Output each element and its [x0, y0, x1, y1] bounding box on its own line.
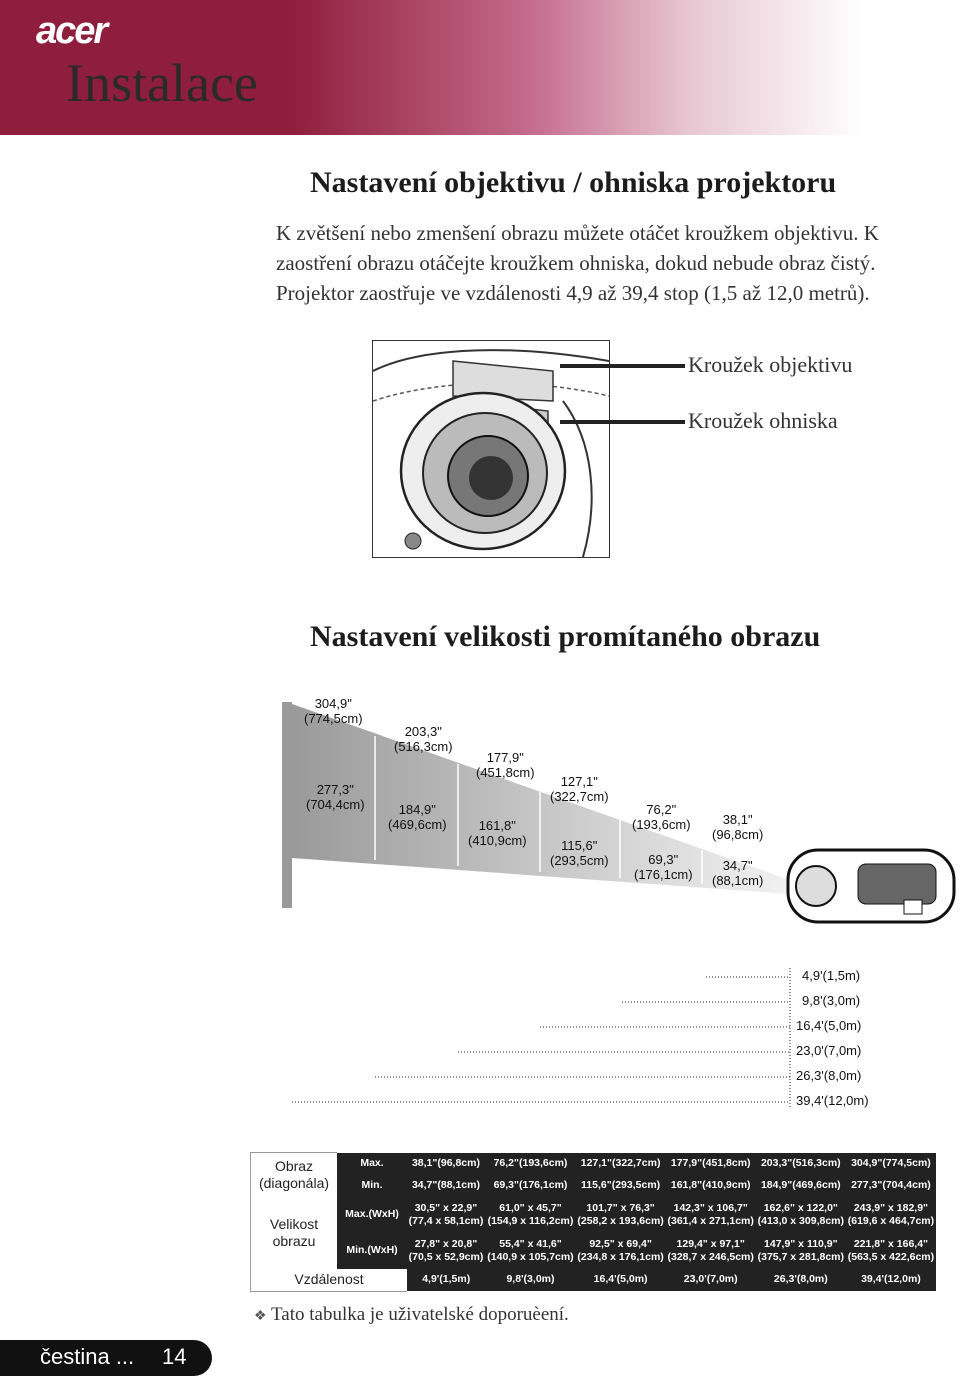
- table-cell: 147,9" x 110,9" (375,7 x 281,8cm): [756, 1233, 846, 1269]
- screen-min-label: 34,7" (88,1cm): [712, 858, 764, 888]
- table-cell: 30,5" x 22,9" (77,4 x 58,1cm): [407, 1197, 485, 1233]
- sub-label: Min.(WxH): [337, 1233, 407, 1269]
- distance-label: 9,8'(3,0m): [802, 993, 861, 1008]
- table-cell: 243,9" x 182,9" (619,6 x 464,7cm): [846, 1197, 936, 1233]
- sub-label: Max.: [337, 1153, 407, 1175]
- recommendation-note: ❖ Tato tabulka je uživatelské doporuèení.: [254, 1304, 569, 1325]
- table-cell: 27,8" x 20,8" (70,5 x 52,9cm): [407, 1233, 485, 1269]
- table-cell: 39,4'(12,0m): [846, 1269, 936, 1292]
- row-label-distance: Vzdálenost: [251, 1269, 408, 1292]
- table-cell: 61,0" x 45,7" (154,9 x 116,2cm): [485, 1197, 575, 1233]
- diamond-bullet-icon: ❖: [254, 1309, 267, 1324]
- distance-label: 16,4'(5,0m): [796, 1018, 862, 1033]
- table-cell: 76,2"(193,6cm): [485, 1153, 575, 1175]
- screen-max-label: 38,1" (96,8cm): [712, 812, 764, 842]
- table-cell: 69,3"(176,1cm): [485, 1175, 575, 1197]
- table-cell: 101,7" x 76,3" (258,2 x 193,6cm): [576, 1197, 666, 1233]
- lens-section-title: Nastavení objektivu / ohniska projektoru: [310, 166, 837, 199]
- table-cell: 184,9"(469,6cm): [756, 1175, 846, 1197]
- acer-logo: acer: [36, 10, 107, 52]
- screen-max-label: 177,9" (451,8cm): [476, 750, 535, 780]
- sub-label: Max.(WxH): [337, 1197, 407, 1233]
- table-cell: 304,9"(774,5cm): [846, 1153, 936, 1175]
- table-cell: 92,5" x 69,4" (234,8 x 176,1cm): [576, 1233, 666, 1269]
- distance-label: 39,4'(12,0m): [796, 1093, 869, 1108]
- page-number: 14: [162, 1344, 187, 1369]
- distance-label: 4,9'(1,5m): [802, 968, 861, 983]
- sub-label: Min.: [337, 1175, 407, 1197]
- table-cell: 9,8'(3,0m): [485, 1269, 575, 1292]
- table-cell: 277,3"(704,4cm): [846, 1175, 936, 1197]
- table-cell: 55,4" x 41,6" (140,9 x 105,7cm): [485, 1233, 575, 1269]
- table-cell: 127,1"(322,7cm): [576, 1153, 666, 1175]
- distance-label: 26,3'(8,0m): [796, 1068, 862, 1083]
- table-row: [251, 1175, 937, 1197]
- size-section-title: Nastavení velikosti promítaného obrazu: [310, 620, 821, 653]
- table-cell: 34,7"(88,1cm): [407, 1175, 485, 1197]
- screen-min-label: 161,8" (410,9cm): [468, 818, 527, 848]
- footer-language: čestina ...: [40, 1344, 135, 1369]
- table-cell: 16,4'(5,0m): [576, 1269, 666, 1292]
- page-title: Instalace: [66, 53, 258, 113]
- table-cell: 162,6" x 122,0" (413,0 x 309,8cm): [756, 1197, 846, 1233]
- projection-diagram: [270, 690, 960, 1130]
- table-cell: 203,3"(516,3cm): [756, 1153, 846, 1175]
- projection-size-table: [250, 1152, 936, 1292]
- table-row: [251, 1269, 937, 1292]
- table-cell: 129,4" x 97,1" (328,7 x 246,5cm): [666, 1233, 756, 1269]
- screen-max-label: 76,2" (193,6cm): [632, 802, 691, 832]
- screen-max-label: 203,3" (516,3cm): [394, 724, 453, 754]
- table-cell: 26,3'(8,0m): [756, 1269, 846, 1292]
- screen-max-label: 304,9" (774,5cm): [304, 696, 363, 726]
- table-row: [251, 1153, 937, 1175]
- focus-ring-label: Kroužek ohniska: [688, 408, 838, 433]
- screen-min-label: 184,9" (469,6cm): [388, 802, 447, 832]
- table-cell: 23,0'(7,0m): [666, 1269, 756, 1292]
- table-cell: 177,9"(451,8cm): [666, 1153, 756, 1175]
- screen-min-label: 69,3" (176,1cm): [634, 852, 693, 882]
- table-cell: 4,9'(1,5m): [407, 1269, 485, 1292]
- table-cell: 38,1"(96,8cm): [407, 1153, 485, 1175]
- table-cell: 142,3" x 106,7" (361,4 x 271,1cm): [666, 1197, 756, 1233]
- distance-label: 23,0'(7,0m): [796, 1043, 862, 1058]
- screen-max-label: 127,1" (322,7cm): [550, 774, 609, 804]
- screen-min-label: 115,6" (293,5cm): [550, 838, 609, 868]
- table-row: [251, 1197, 937, 1233]
- table-row: [251, 1233, 937, 1269]
- label-pointer-lines: [560, 360, 690, 430]
- table-cell: 221,8" x 166,4" (563,5 x 422,6cm): [846, 1233, 936, 1269]
- lens-paragraph: K zvětšení nebo zmenšení obrazu můžete otáčet kroužkem objektivu. K zaostření obrazu otáčejte kroužkem ohniska, dokud nebude obraz čistý. Projektor zaostřuje ve vzdálenosti 4,9 až 39,4 stop (1,5 až 12,0 metrů).: [276, 221, 879, 305]
- row-label-size: Velikost obrazu: [251, 1197, 338, 1269]
- screen-min-label: 277,3" (704,4cm): [306, 782, 365, 812]
- row-label-image: Obraz (diagonála): [251, 1153, 338, 1197]
- table-cell: 115,6"(293,5cm): [576, 1175, 666, 1197]
- table-cell: 161,8"(410,9cm): [666, 1175, 756, 1197]
- zoom-ring-label: Kroužek objektivu: [688, 352, 853, 377]
